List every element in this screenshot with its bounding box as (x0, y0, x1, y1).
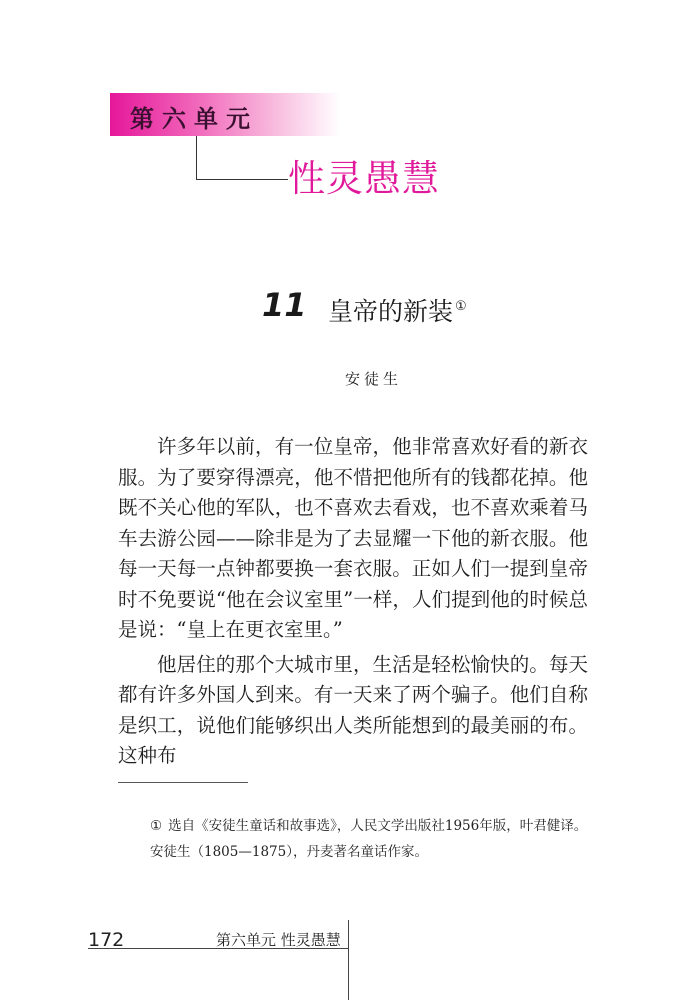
lesson-number: 11 (262, 286, 307, 324)
footnote-text: 选自《安徒生童话和故事选》，人民文学出版社1956年版，叶君健译。安徒生（1805—1875），丹麦著名童话作家。 (150, 818, 588, 860)
bracket-line-vertical (196, 136, 197, 180)
paragraph: 许多年以前，有一位皇帝，他非常喜欢好看的新衣服。为了要穿得漂亮，他不惜把他所有的钱都花掉。他既不关心他的军队，也不喜欢去看戏，也不喜欢乘着马车去游公园——除非是为了去显耀一下他的新衣服。他每一天每一点钟都要换一套衣服。正如人们一提到皇帝时不免要说“他在会议室里”一样，人们提到他的时候总是说：“皇上在更衣室里。” (118, 435, 588, 641)
unit-label: 第六单元 (130, 105, 258, 133)
author: 安徒生 (345, 370, 403, 388)
lesson-title-block (328, 292, 467, 328)
footer-unit-label: 第六单元 性灵愚慧 (216, 931, 341, 949)
lesson-title: 皇帝的新装 (328, 297, 454, 326)
page-number: 172 (88, 929, 125, 951)
footer-divider (88, 948, 348, 949)
bracket-line-horizontal (196, 179, 288, 180)
unit-theme: 性灵愚慧 (288, 157, 440, 200)
footnote-reference[interactable]: ① (455, 299, 467, 314)
body-text (118, 432, 588, 776)
footer-vertical-divider (348, 920, 349, 1000)
footnote-divider (118, 782, 248, 783)
paragraph: 他居住的那个大城市里，生活是轻松愉快的。每天都有许多外国人到来。有一天来了两个骗子。他们自称是织工，说他们能够织出人类所能想到的最美丽的布。这种布 (118, 652, 588, 767)
footnote (150, 813, 590, 865)
footnote-marker: ① (150, 818, 163, 834)
